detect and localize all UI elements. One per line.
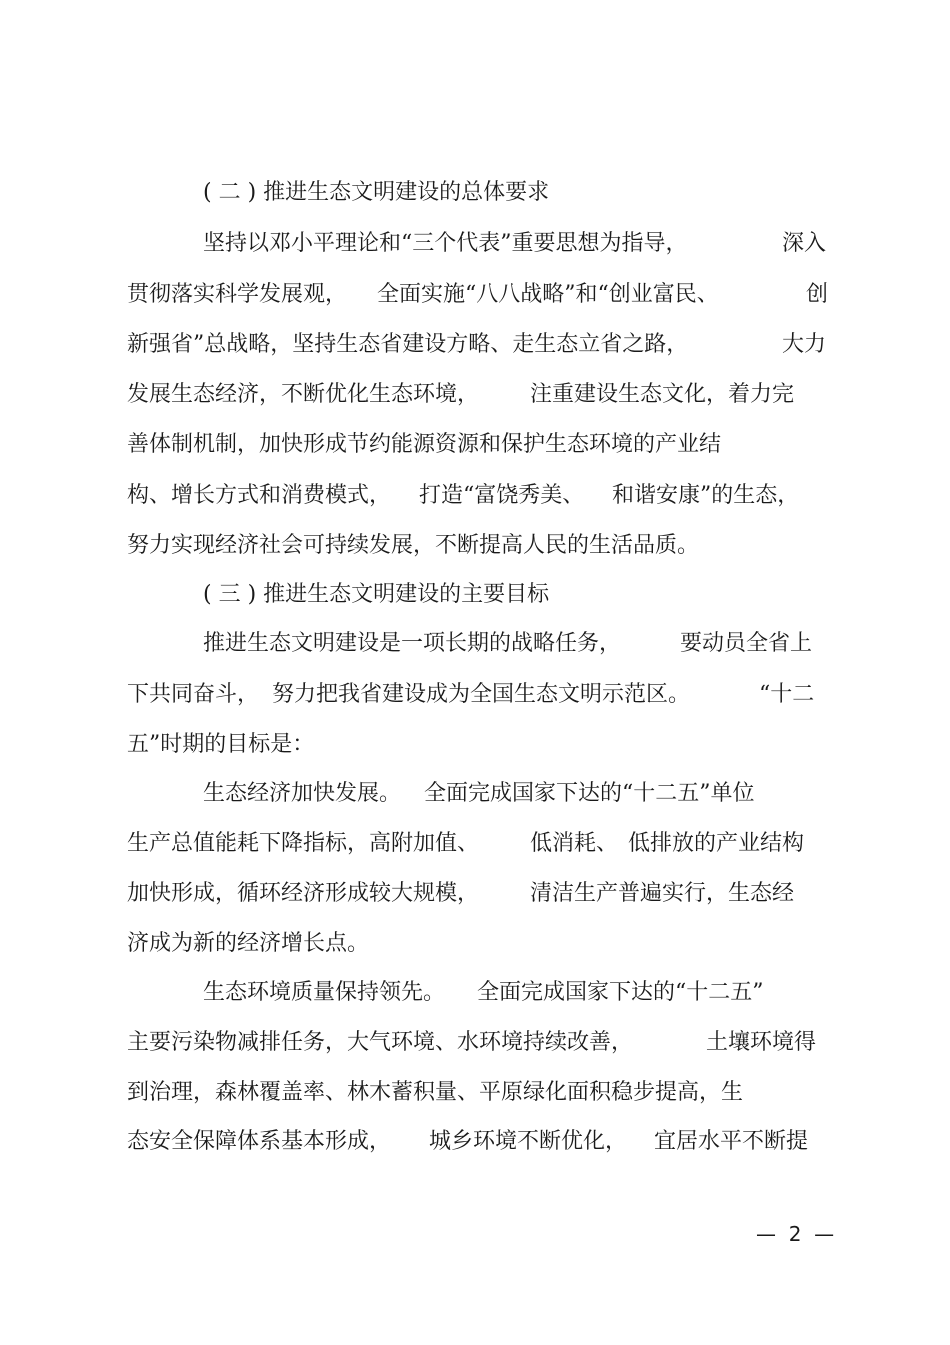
text-line: 低消耗、: [530, 831, 619, 856]
text-line: 大力: [782, 332, 827, 357]
text-line: 全面完成国家下达的“十二五”: [477, 980, 764, 1005]
text-line: 宜居水平不断提: [654, 1129, 809, 1154]
text-line: 清洁生产普遍实行，生态经: [530, 881, 795, 906]
text-line: “十二: [759, 682, 815, 707]
text-line: 态安全保障体系基本形成，: [127, 1129, 392, 1154]
text-line: 城乡环境不断优化，: [429, 1129, 628, 1154]
text-line: 生态经济加快发展。: [203, 781, 402, 806]
text-line: 构、增长方式和消费模式，: [127, 483, 392, 508]
text-line: 推进生态文明建设是一项长期的战略任务，: [203, 631, 622, 656]
text-line: 加快形成，循环经济形成较大规模，: [127, 881, 480, 906]
text-line: 低排放的产业结构: [628, 831, 805, 856]
text-line: 生产总值能耗下降指标，高附加值、: [127, 831, 480, 856]
section-heading-3: ( 三 ) 推进生态文明建设的主要目标: [203, 582, 550, 607]
text-line: 创: [806, 282, 829, 307]
text-line: 善体制机制，加快形成节约能源资源和保护生态环境的产业结: [127, 432, 722, 457]
text-line: 深入: [782, 231, 827, 256]
text-line: 主要污染物减排任务，大气环境、水环境持续改善，: [127, 1030, 634, 1055]
text-line: 五”时期的目标是：: [127, 732, 315, 757]
text-line: 下共同奋斗，: [127, 682, 260, 707]
text-line: 到治理，森林覆盖率、林木蓄积量、平原绿化面积稳步提高，生: [127, 1080, 744, 1105]
text-line: 注重建设生态文化，着力完: [530, 382, 795, 407]
text-line: 努力把我省建设成为全国生态文明示范区。: [272, 682, 691, 707]
text-line: 土壤环境得: [706, 1030, 817, 1055]
text-line: 生态环境质量保持领先。: [203, 980, 446, 1005]
text-line: 发展生态经济，不断优化生态环境，: [127, 382, 480, 407]
text-line: 全面实施“八八战略”和“创业富民、: [377, 282, 719, 307]
text-line: 要动员全省上: [680, 631, 813, 656]
page-number: — 2 —: [756, 1222, 835, 1246]
text-line: 和谐安康”的生态，: [612, 483, 800, 508]
text-line: 济成为新的经济增长点。: [127, 931, 370, 956]
text-line: 坚持以邓小平理论和“三个代表”重要思想为指导，: [203, 231, 688, 256]
text-line: 全面完成国家下达的“十二五”单位: [424, 781, 755, 806]
text-line: 新强省”总战略，坚持生态省建设方略、走生态立省之路，: [127, 332, 689, 357]
text-line: 努力实现经济社会可持续发展，不断提高人民的生活品质。: [127, 533, 700, 558]
text-line: 打造“富饶秀美、: [419, 483, 585, 508]
text-line: 贯彻落实科学发展观，: [127, 282, 348, 307]
section-heading-2: ( 二 ) 推进生态文明建设的总体要求: [203, 180, 550, 205]
